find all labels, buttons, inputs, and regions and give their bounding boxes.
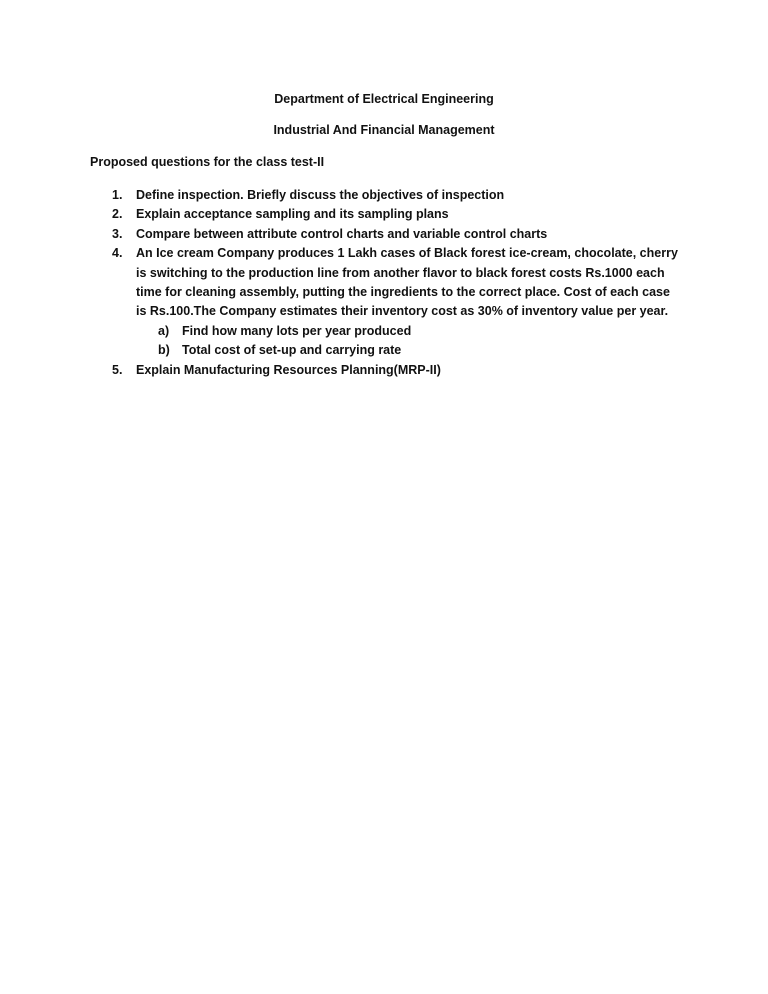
subquestion-text: Total cost of set-up and carrying rate xyxy=(182,343,402,358)
question-number: 2. xyxy=(112,207,123,222)
question-number: 1. xyxy=(112,188,123,202)
question-number: 4. xyxy=(112,246,123,261)
question-text: An Ice cream Company produces 1 Lakh cases of Black forest ice-cream, chocolate, cherry is switching to the production line from another flavor to black forest costs Rs.1000 each time for cleaning assembly, putting the ingredients to the correct place. Cost of each case is Rs.100.The Company estimates their inventory cost as 30% of inventory value per year. xyxy=(136,246,678,319)
question-item-5 xyxy=(90,361,680,380)
subquestion-marker: a) xyxy=(158,323,170,338)
question-text: Compare between attribute control charts and variable control charts xyxy=(136,226,548,241)
questions-intro: Proposed questions for the class test-II xyxy=(90,155,325,169)
subquestion-item-a xyxy=(136,322,680,341)
question-text: Define inspection. Briefly discuss the objectives of inspection xyxy=(136,188,505,202)
course-heading: Industrial And Financial Management xyxy=(273,123,495,137)
question-item-1 xyxy=(90,186,680,205)
question-number: 3. xyxy=(112,226,123,241)
question-list xyxy=(90,186,680,380)
subquestion-item-b xyxy=(136,341,680,360)
department-heading: Department of Electrical Engineering xyxy=(274,92,494,106)
subquestion-list xyxy=(136,322,680,361)
question-text: Explain Manufacturing Resources Planning(MRP-II) xyxy=(136,362,441,377)
question-item-3 xyxy=(90,225,680,244)
question-number: 5. xyxy=(112,362,123,377)
question-item-4 xyxy=(90,244,680,360)
question-item-2 xyxy=(90,205,680,224)
subquestion-marker: b) xyxy=(158,343,170,358)
question-text: Explain acceptance sampling and its sampling plans xyxy=(136,207,449,222)
subquestion-text: Find how many lots per year produced xyxy=(182,323,412,338)
